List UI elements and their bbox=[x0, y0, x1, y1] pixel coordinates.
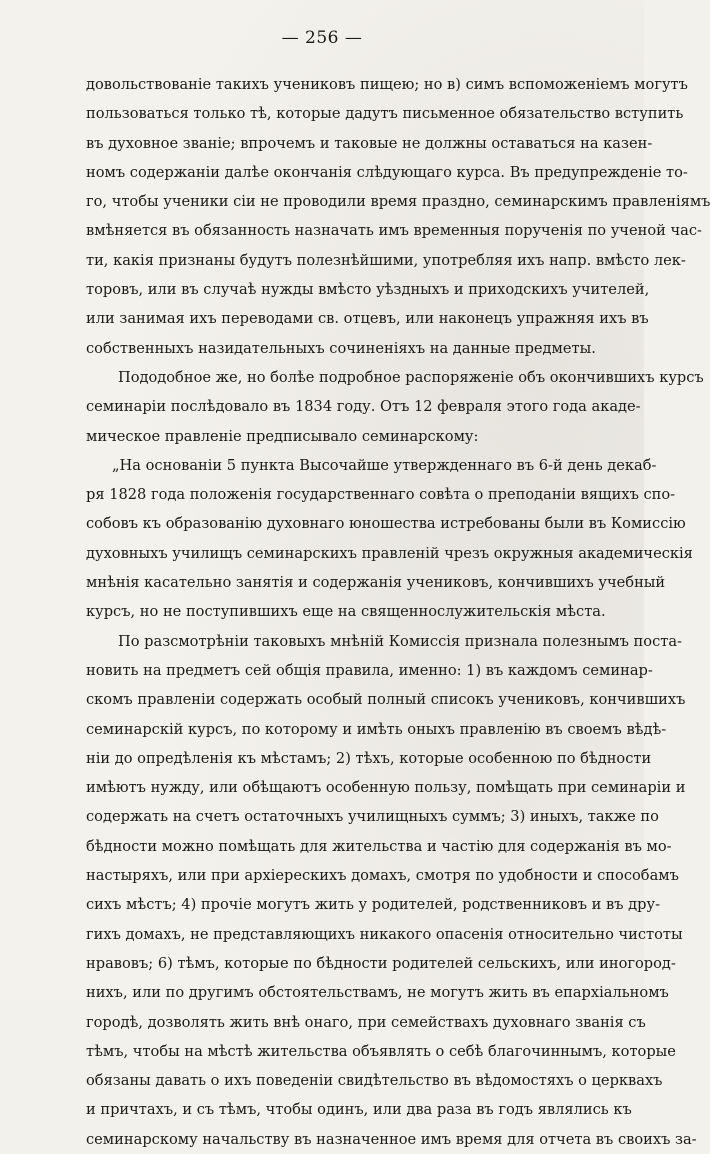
text-line: Пододобное же, но болѣе подробное распоряженіе объ окончившихъ курсъ bbox=[118, 368, 704, 386]
text-line: семинарскому начальству въ назначенное имъ время для отчета въ своихъ за- bbox=[86, 1130, 697, 1148]
text-line: обязаны давать о ихъ поведеніи свидѣтельство въ вѣдомостяхъ о церквахъ bbox=[86, 1072, 663, 1090]
text-line: семинаріи послѣдовало въ 1834 году. Отъ 12 февраля этого года акаде- bbox=[86, 398, 641, 416]
text-line: бѣдности можно помѣщать для жительства и частію для содержанія въ мо- bbox=[86, 837, 672, 855]
text-line: ря 1828 года положенія государственнаго совѣта о преподаніи вящихъ спо- bbox=[86, 486, 676, 504]
text-line: нравовъ; 6) тѣмъ, которые по бѣдности родителей сельскихъ, или иногород- bbox=[86, 954, 676, 972]
text-line: имѣютъ нужду, или обѣщаютъ особенную пользу, помѣщать при семинаріи и bbox=[86, 779, 686, 797]
text-line: курсъ, но не поступившихъ еще на священнослужительскія мѣста. bbox=[86, 603, 606, 621]
text-line: пользоваться только тѣ, которые дадутъ письменное обязательство вступить bbox=[86, 105, 684, 123]
text-line: духовныхъ училищъ семинарскихъ правленій чрезъ окружныя академическія bbox=[86, 544, 693, 562]
text-line: гихъ домахъ, не представляющихъ никакого опасенія относительно чистоты bbox=[86, 925, 683, 943]
text-line: городѣ, дозволять жить внѣ онаго, при семействахъ духовнаго званія съ bbox=[86, 1013, 646, 1031]
text-line: настыряхъ, или при архіерескихъ домахъ, смотря по удобности и способамъ bbox=[86, 867, 679, 885]
text-line: новить на предметъ сей общія правила, именно: 1) въ каждомъ семинар- bbox=[86, 661, 653, 679]
text-line: собовъ къ образованію духовнаго юношества истребованы были въ Комиссію bbox=[86, 515, 686, 533]
text-line: содержать на счетъ остаточныхъ училищныхъ суммъ; 3) иныхъ, также по bbox=[86, 808, 659, 826]
text-line: торовъ, или въ случаѣ нужды вмѣсто уѣздныхъ и приходскихъ учителей, bbox=[86, 281, 650, 299]
text-line: вмѣняется въ обязанность назначать имъ временныя порученія по ученой час- bbox=[86, 222, 702, 240]
text-line: тѣмъ, чтобы на мѣстѣ жительства объявлять о себѣ благочиннымъ, которые bbox=[86, 1042, 676, 1060]
text-line: мическое правленіе предписывало семинарскому: bbox=[86, 427, 479, 445]
text-line: сихъ мѣстъ; 4) прочіе могутъ жить у родителей, родственниковъ и въ дру- bbox=[86, 896, 661, 914]
text-line: ти, какія признаны будутъ полезнѣйшими, употребляя ихъ напр. вмѣсто лек- bbox=[86, 251, 686, 269]
body-text bbox=[86, 70, 710, 1154]
text-line: собственныхъ назидательныхъ сочиненіяхъ на данные предметы. bbox=[86, 339, 596, 357]
text-line: довольствованіе такихъ учениковъ пищею; но в) симъ вспоможеніемъ могутъ bbox=[86, 76, 688, 93]
text-line: скомъ правленіи содержать особый полный списокъ учениковъ, кончившихъ bbox=[86, 691, 686, 709]
text-line: нихъ, или по другимъ обстоятельствамъ, не могутъ жить въ епархіальномъ bbox=[86, 984, 669, 1002]
text-line: семинарскій курсъ, по которому и имѣть оныхъ правленію въ своемъ вѣдѣ- bbox=[86, 720, 667, 738]
text-line: или занимая ихъ переводами св. отцевъ, или наконецъ упражняя ихъ въ bbox=[86, 310, 649, 328]
page-number: — 256 — bbox=[281, 28, 363, 48]
text-line: ніи до опредѣленія къ мѣстамъ; 2) тѣхъ, которые особенною по бѣдности bbox=[86, 749, 652, 767]
text-line: го, чтобы ученики сіи не проводили время праздно, семинарскимъ правленіямъ bbox=[86, 193, 710, 211]
text-line: номъ содержаніи далѣе окончанія слѣдующаго курса. Въ предупрежденіе то- bbox=[86, 163, 688, 181]
text-line: По разсмотрѣніи таковыхъ мнѣній Комиссія признала полезнымъ поста- bbox=[118, 632, 682, 650]
text-line: мнѣнія касательно занятія и содержанія учениковъ, кончившихъ учебный bbox=[86, 574, 666, 592]
text-line: „На основаніи 5 пункта Высочайше утвержденнаго въ 6-й день декаб- bbox=[112, 456, 657, 474]
text-line: и причтахъ, и съ тѣмъ, чтобы одинъ, или два раза въ годъ являлись къ bbox=[86, 1101, 632, 1119]
text-line: въ духовное званіе; впрочемъ и таковые не должны оставаться на казен- bbox=[86, 134, 653, 152]
